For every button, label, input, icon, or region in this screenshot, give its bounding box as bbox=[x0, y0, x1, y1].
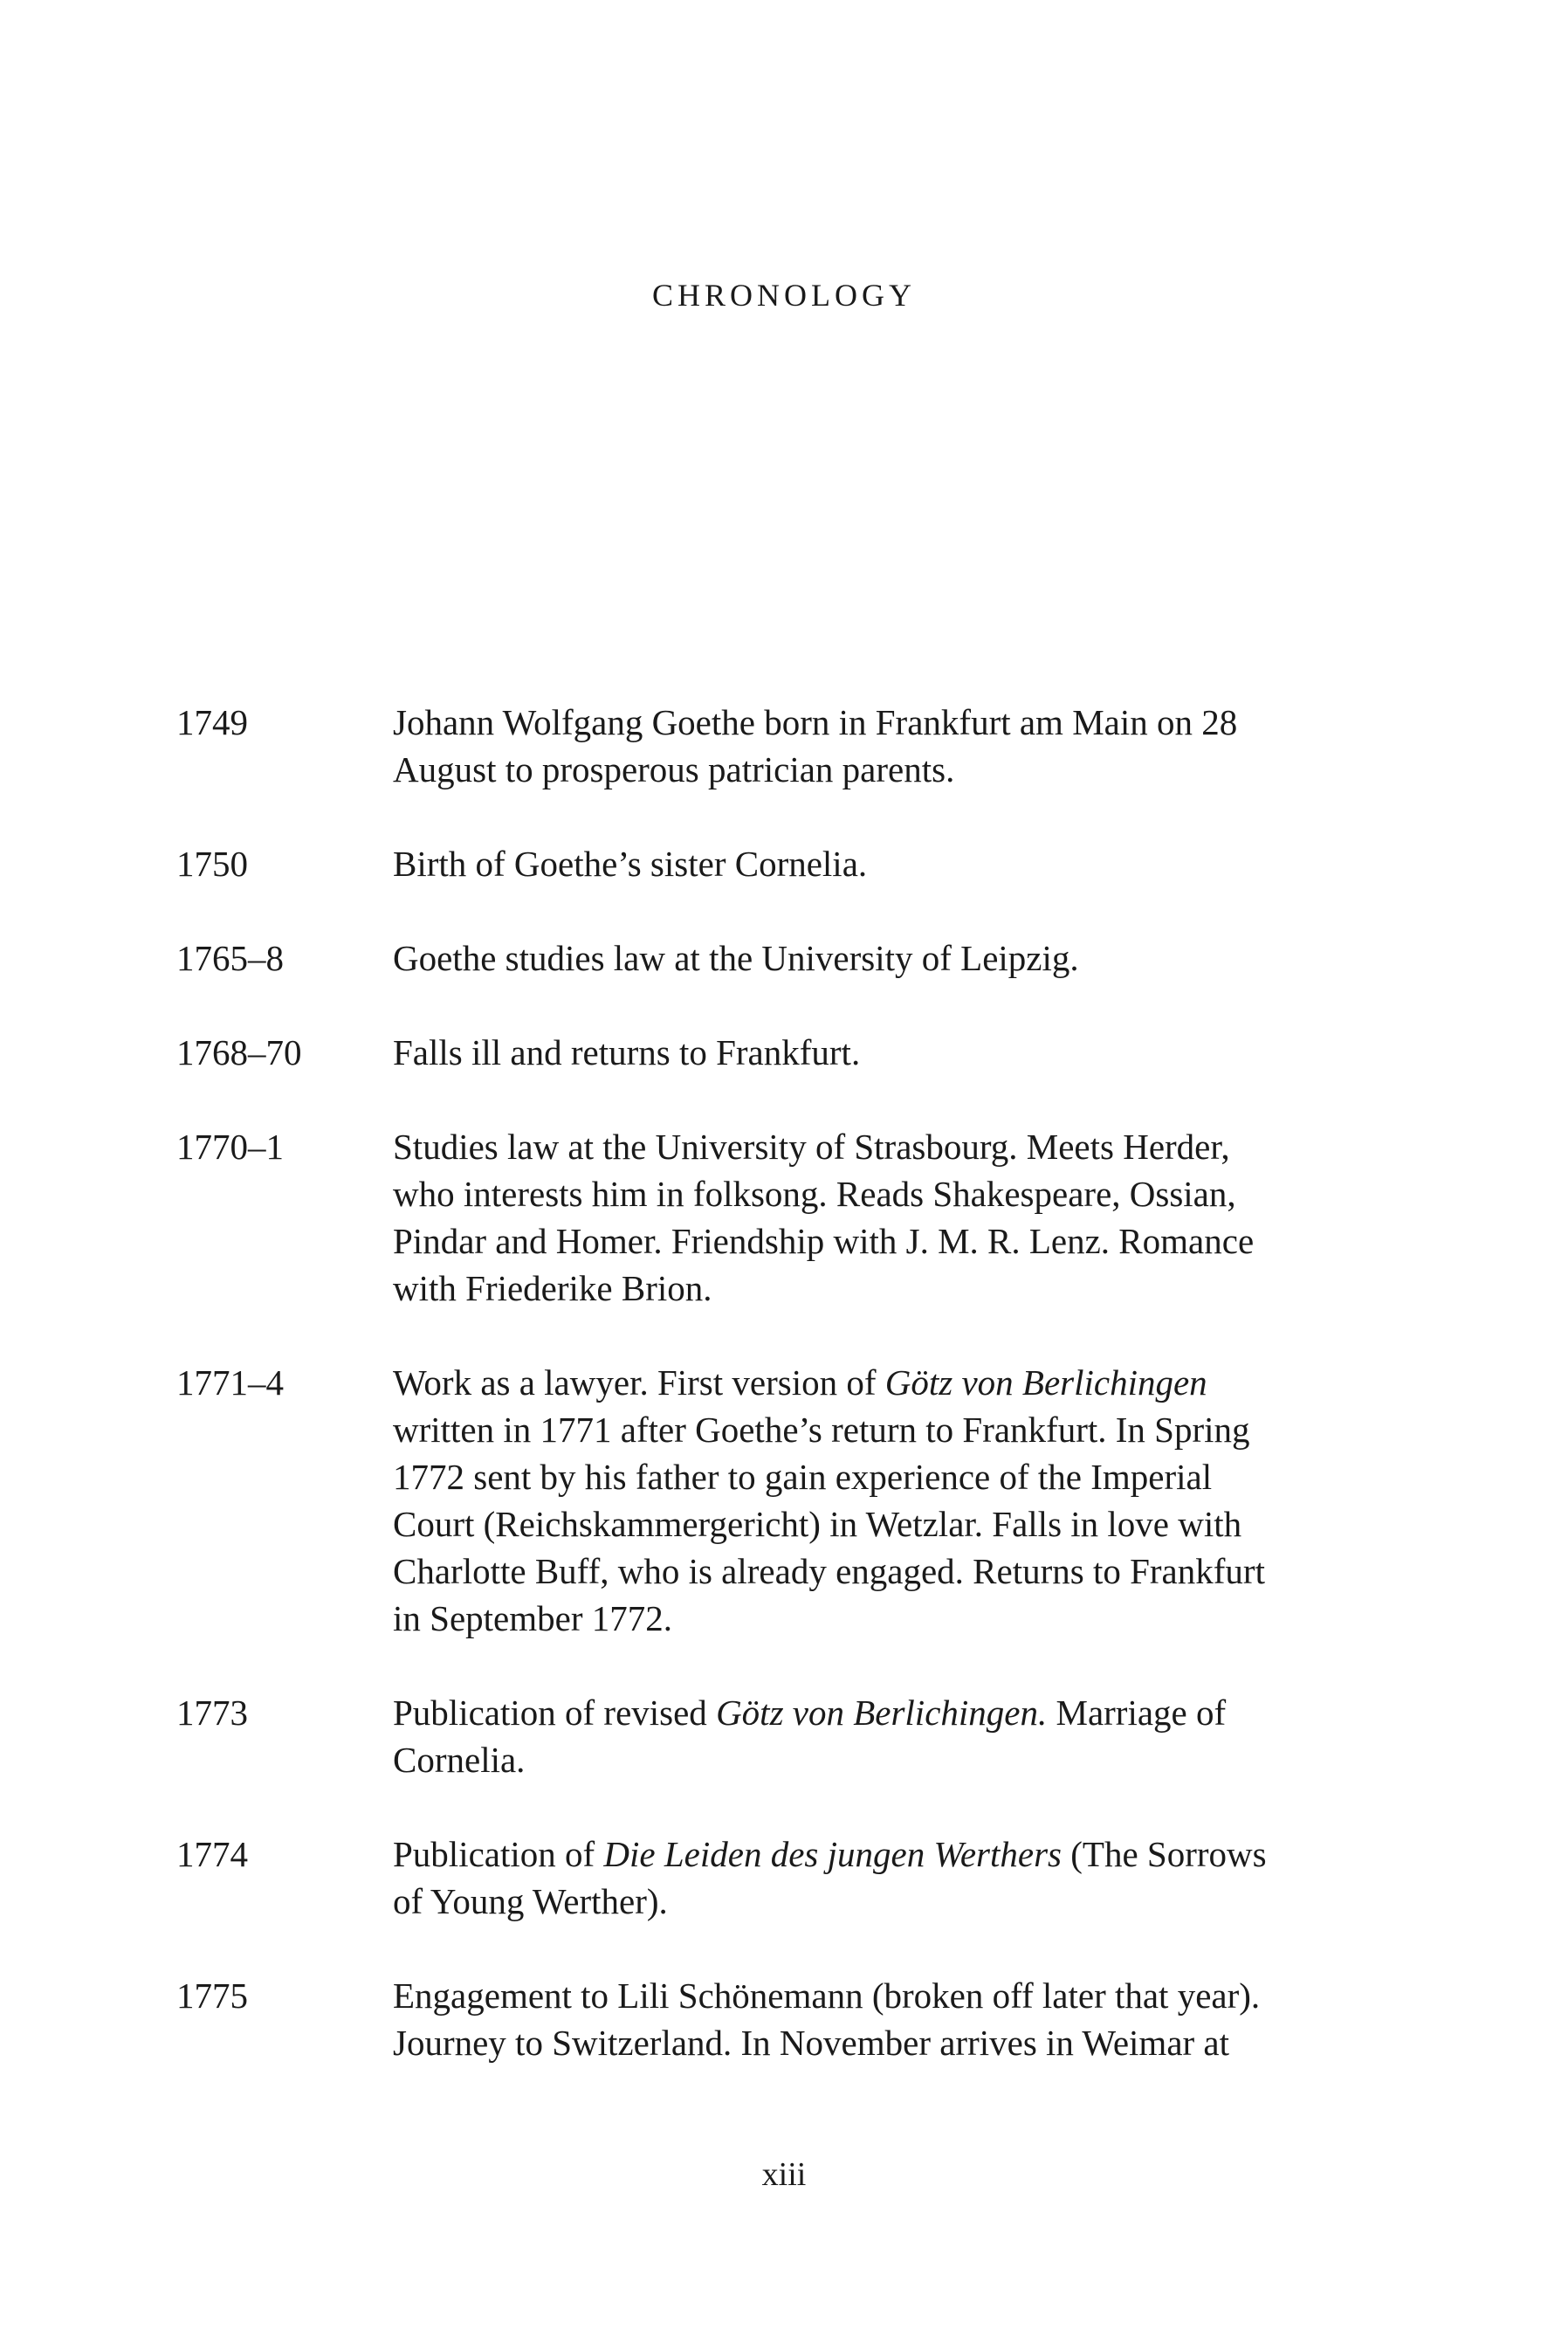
text-segment: Publication of revised bbox=[393, 1693, 717, 1733]
entry-text-line bbox=[393, 1406, 1416, 1453]
text-segment: 1772 sent by his father to gain experience of the Imperial bbox=[393, 1457, 1213, 1497]
text-segment: Marriage of bbox=[1047, 1693, 1227, 1733]
text-segment: Birth of Goethe’s sister Cornelia. bbox=[393, 844, 868, 884]
entry-text-line bbox=[393, 1453, 1416, 1500]
text-segment: Goethe studies law at the University of Leipzig. bbox=[393, 938, 1079, 978]
entry-text-line bbox=[393, 1500, 1416, 1548]
text-segment: of Young Werther). bbox=[393, 1881, 668, 1921]
entry-text-line bbox=[393, 746, 1416, 793]
chronology-entry bbox=[176, 1689, 1416, 1783]
entry-year: 1770–1 bbox=[176, 1127, 284, 1167]
text-segment: Journey to Switzerland. In November arrives in Weimar at bbox=[393, 2023, 1230, 2063]
entry-year: 1775 bbox=[176, 1975, 248, 2016]
text-segment: Charlotte Buff, who is already engaged. Returns to Frankfurt bbox=[393, 1551, 1265, 1591]
text-segment: Studies law at the University of Strasbourg. Meets Herder, bbox=[393, 1127, 1230, 1167]
italic-title: Die Leiden des jungen Werthers bbox=[603, 1834, 1062, 1874]
chronology-entry bbox=[176, 1359, 1416, 1642]
entry-text-line bbox=[393, 1029, 1416, 1076]
entry-text-line bbox=[393, 1217, 1416, 1265]
entry-text-line bbox=[393, 1359, 1416, 1406]
entry-text bbox=[393, 1972, 1416, 2066]
text-segment: Engagement to Lili Schönemann (broken off later that year). bbox=[393, 1975, 1261, 2016]
entry-text-line bbox=[393, 699, 1416, 746]
entry-year: 1749 bbox=[176, 702, 248, 742]
chronology-entry bbox=[176, 840, 1416, 887]
entry-text bbox=[393, 934, 1416, 982]
chronology-entry bbox=[176, 699, 1416, 793]
italic-title: Götz von Berlichingen bbox=[884, 1362, 1207, 1403]
entry-text bbox=[393, 1830, 1416, 1925]
entry-text bbox=[393, 1689, 1416, 1783]
italic-title: Götz von Berlichingen. bbox=[716, 1693, 1048, 1733]
chronology-entry bbox=[176, 1830, 1416, 1925]
entry-text-line bbox=[393, 1736, 1416, 1783]
entry-year: 1768–70 bbox=[176, 1032, 302, 1072]
entry-text-line bbox=[393, 934, 1416, 982]
text-segment: Work as a lawyer. First version of bbox=[393, 1362, 885, 1403]
entry-text-line bbox=[393, 1972, 1416, 2019]
text-segment: Pindar and Homer. Friendship with J. M. R. Lenz. Romance bbox=[393, 1221, 1255, 1261]
chronology-entry bbox=[176, 1123, 1416, 1312]
text-segment: with Friederike Brion. bbox=[393, 1268, 712, 1308]
entry-year: 1771–4 bbox=[176, 1362, 284, 1403]
text-segment: Falls ill and returns to Frankfurt. bbox=[393, 1032, 861, 1072]
entry-year: 1750 bbox=[176, 844, 248, 884]
entry-text bbox=[393, 1029, 1416, 1076]
entry-text-line bbox=[393, 1830, 1416, 1878]
entry-text bbox=[393, 1359, 1416, 1642]
chronology-list bbox=[176, 699, 1416, 2113]
entry-text-line bbox=[393, 1878, 1416, 1925]
entry-text-line bbox=[393, 1548, 1416, 1595]
text-segment: August to prosperous patrician parents. bbox=[393, 749, 955, 789]
text-segment: Johann Wolfgang Goethe born in Frankfurt am Main on 28 bbox=[393, 702, 1238, 742]
entry-year: 1765–8 bbox=[176, 938, 284, 978]
entry-text-line bbox=[393, 1265, 1416, 1312]
entry-text-line bbox=[393, 840, 1416, 887]
entry-text-line bbox=[393, 2019, 1416, 2066]
text-segment: Court (Reichskammergericht) in Wetzlar. Falls in love with bbox=[393, 1504, 1242, 1544]
chronology-entry bbox=[176, 934, 1416, 982]
text-segment: Publication of bbox=[393, 1834, 604, 1874]
text-segment: who interests him in folksong. Reads Shakespeare, Ossian, bbox=[393, 1174, 1236, 1214]
entry-text-line bbox=[393, 1595, 1416, 1642]
chronology-entry bbox=[176, 1029, 1416, 1076]
entry-text bbox=[393, 699, 1416, 793]
page-number: xiii bbox=[761, 2156, 807, 2193]
entry-text bbox=[393, 840, 1416, 887]
entry-year: 1774 bbox=[176, 1834, 248, 1874]
entry-text-line bbox=[393, 1123, 1416, 1170]
entry-text-line bbox=[393, 1170, 1416, 1217]
text-segment: (The Sorrows bbox=[1062, 1834, 1267, 1874]
entry-text-line bbox=[393, 1689, 1416, 1736]
chronology-entry bbox=[176, 1972, 1416, 2066]
text-segment: Cornelia. bbox=[393, 1740, 526, 1780]
text-segment: written in 1771 after Goethe’s return to Frankfurt. In Spring bbox=[393, 1410, 1250, 1450]
page-title: CHRONOLOGY bbox=[652, 278, 916, 313]
entry-text bbox=[393, 1123, 1416, 1312]
text-segment: in September 1772. bbox=[393, 1598, 672, 1638]
entry-year: 1773 bbox=[176, 1693, 248, 1733]
